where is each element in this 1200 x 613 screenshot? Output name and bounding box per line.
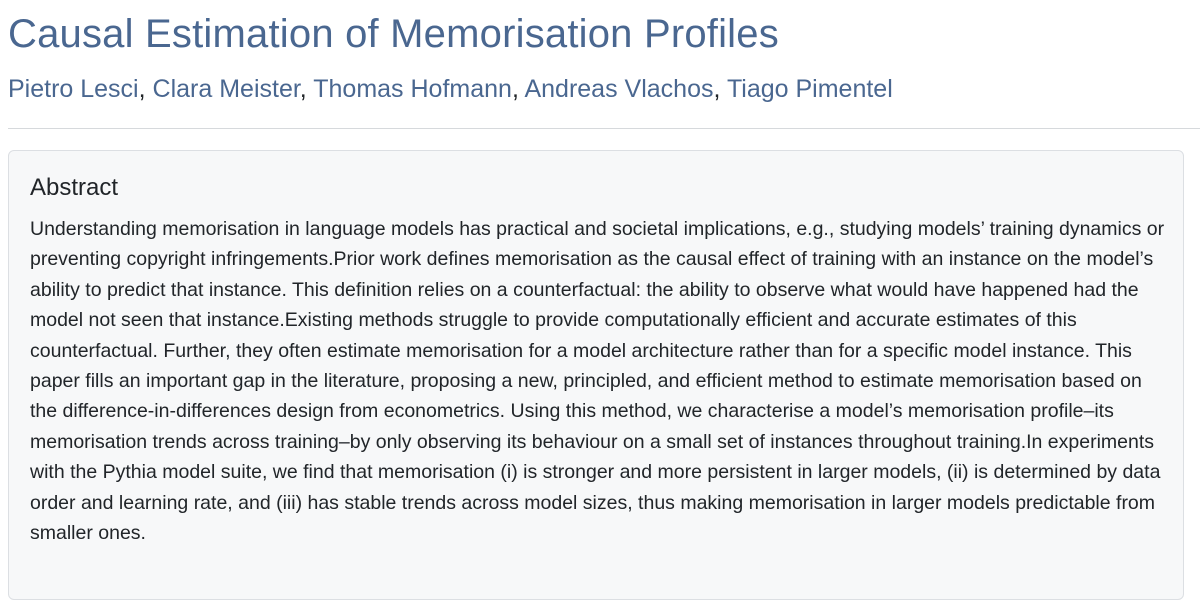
abstract-text: Understanding memorisation in language models has practical and societal implications, e.g., studying models’ training dynamics or preventing copyright infringements.Prior work defines memorisation as the causal effect of training with an instance on the model’s ability to predict that instance. This definition relies on a counterfactual: the ability to observe what would have happened had the model not seen that instance.Existing methods struggle to provide computationally efficient and accurate estimates of this counterfactual. Further, they often estimate memorisation for a model architecture rather than for a specific model instance. This paper fills an important gap in the literature, proposing a new, principled, and efficient method to estimate memorisation based on the difference-in-differences design from econometrics. Using this method, we characterise a model’s memorisation profile–its memorisation trends across training–by only observing its behaviour on a small set of instances throughout training.In experiments with the Pythia model suite, we find that memorisation (i) is stronger and more persistent in larger models, (ii) is determined by data order and learning rate, and (iii) has stable trends across model sizes, thus making memorisation in larger models predictable from smaller ones. <box>30 218 1165 545</box>
author-separator: , <box>511 75 525 103</box>
author-separator: , <box>138 75 153 103</box>
author-link[interactable]: Thomas Hofmann <box>313 75 512 103</box>
author-link[interactable]: Andreas Vlachos <box>524 75 714 103</box>
abstract-card <box>8 150 1184 600</box>
header-divider <box>8 128 1200 129</box>
author-list <box>8 73 893 105</box>
author-link[interactable]: Pietro Lesci <box>8 75 139 103</box>
author-link[interactable]: Clara Meister <box>152 75 300 103</box>
abstract-heading: Abstract <box>30 174 119 201</box>
author-separator: , <box>299 75 314 103</box>
author-separator: , <box>713 75 727 103</box>
paper-title: Causal Estimation of Memorisation Profiles <box>8 12 779 56</box>
author-link[interactable]: Tiago Pimentel <box>726 75 893 103</box>
